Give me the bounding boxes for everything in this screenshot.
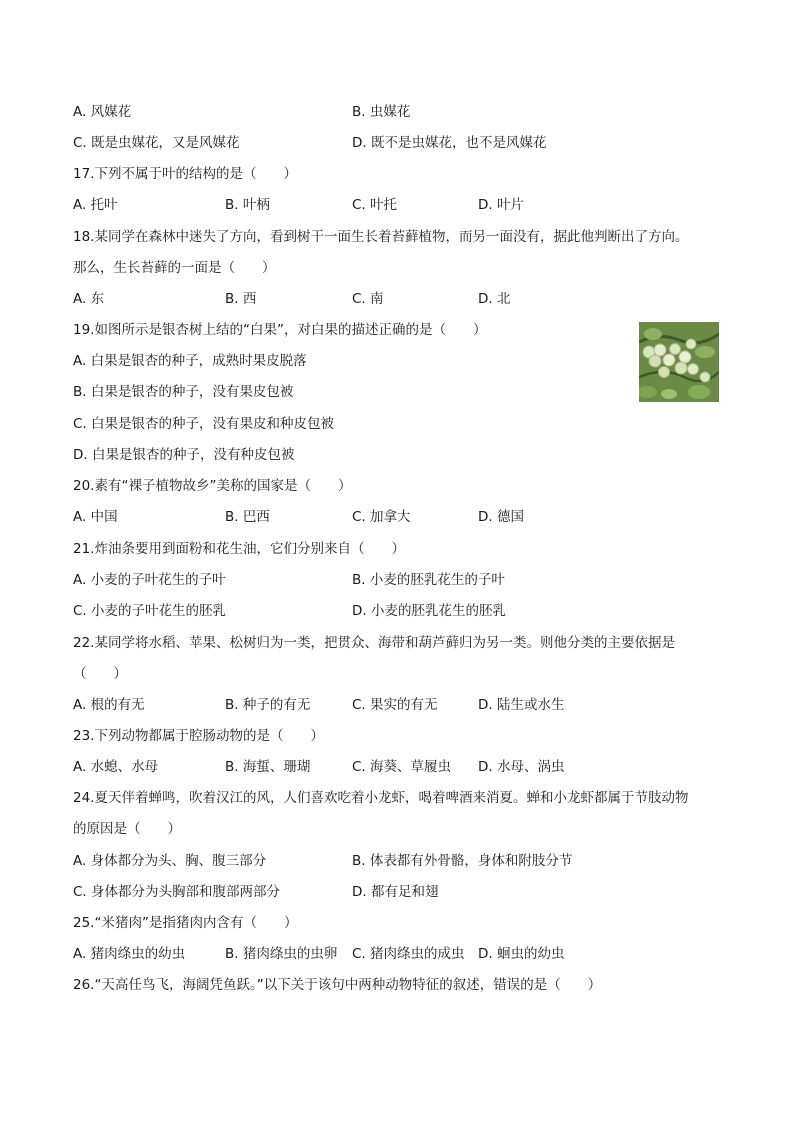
- q19-option-b: B. 白果是银杏的种子，没有果皮包被: [73, 384, 294, 400]
- q18-option-a: A. 东: [73, 291, 105, 307]
- q25-option-a: A. 猪肉绦虫的幼虫: [73, 946, 186, 962]
- q24-option-a: A. 身体都分为头、胸、腹三部分: [73, 853, 267, 869]
- q20-option-c: C. 加拿大: [352, 509, 411, 525]
- q23-stem: 23.下列动物都属于腔肠动物的是（ ）: [73, 728, 324, 744]
- q24-option-b: B. 体表都有外骨骼，身体和附肢分节: [352, 853, 573, 869]
- q25-stem: 25.“米猪肉”是指猪肉内含有（ ）: [73, 915, 298, 931]
- ginkgo-fruit-icon: [639, 322, 719, 402]
- q21-option-c: C. 小麦的子叶花生的胚乳: [73, 603, 227, 619]
- q19-stem: 19.如图所示是银杏树上结的“白果”，对白果的描述正确的是（ ）: [73, 322, 487, 338]
- q24-option-d: D. 都有足和翅: [352, 884, 439, 900]
- q16-option-d: D. 既不是虫媒花，也不是风媒花: [352, 135, 547, 151]
- q16-option-b: B. 虫媒花: [352, 104, 411, 120]
- q17-option-c: C. 叶托: [352, 197, 398, 213]
- q25-option-c: C. 猪肉绦虫的成虫: [352, 946, 465, 962]
- q19-option-a: A. 白果是银杏的种子，成熟时果皮脱落: [73, 353, 307, 369]
- q24-option-c: C. 身体都分为头胸部和腹部两部分: [73, 884, 281, 900]
- q24-stem-line1: 24.夏天伴着蝉鸣，吹着汉江的风，人们喜欢吃着小龙虾，喝着啤酒来消夏。蝉和小龙虾都属于节肢动物: [73, 790, 689, 806]
- q25-option-b: B. 猪肉绦虫的虫卵: [225, 946, 338, 962]
- q17-option-a: A. 托叶: [73, 197, 118, 213]
- q18-stem-line1: 18.某同学在森林中迷失了方向，看到树干一面生长着苔藓植物，而另一面没有，据此他判断出了方向。: [73, 229, 689, 245]
- q22-option-b: B. 种子的有无: [225, 697, 311, 713]
- q21-option-d: D. 小麦的胚乳花生的胚乳: [352, 603, 506, 619]
- q23-option-c: C. 海葵、草履虫: [352, 759, 452, 775]
- q22-stem-line2: （ ）: [73, 666, 127, 682]
- q17-option-d: D. 叶片: [478, 197, 524, 213]
- q21-option-b: B. 小麦的胚乳花生的子叶: [352, 572, 505, 588]
- q21-option-a: A. 小麦的子叶花生的子叶: [73, 572, 226, 588]
- q20-option-a: A. 中国: [73, 509, 118, 525]
- q18-option-c: C. 南: [352, 291, 384, 307]
- q18-option-d: D. 北: [478, 291, 511, 307]
- q16-option-a: A. 风媒花: [73, 104, 132, 120]
- q22-option-c: C. 果实的有无: [352, 697, 438, 713]
- q20-stem: 20.素有“裸子植物故乡”美称的国家是（ ）: [73, 478, 352, 494]
- q22-option-a: A. 根的有无: [73, 697, 145, 713]
- q23-option-b: B. 海蜇、珊瑚: [225, 759, 311, 775]
- q24-stem-line2: 的原因是（ ）: [73, 821, 181, 837]
- q19-option-c: C. 白果是银杏的种子，没有果皮和种皮包被: [73, 416, 335, 432]
- q22-option-d: D. 陆生或水生: [478, 697, 565, 713]
- q26-stem: 26.“天高任鸟飞，海阔凭鱼跃。”以下关于该句中两种动物特征的叙述，错误的是（ ）: [73, 977, 602, 993]
- q18-option-b: B. 西: [225, 291, 257, 307]
- q22-stem-line1: 22.某同学将水稻、苹果、松树归为一类，把贯众、海带和葫芦藓归为另一类。则他分类的主要依据是: [73, 635, 675, 651]
- q20-option-d: D. 德国: [478, 509, 524, 525]
- q21-stem: 21.炸油条要用到面粉和花生油，它们分别来自（ ）: [73, 541, 405, 557]
- q17-stem: 17.下列不属于叶的结构的是（ ）: [73, 166, 297, 182]
- q25-option-d: D. 蛔虫的幼虫: [478, 946, 565, 962]
- q17-option-b: B. 叶柄: [225, 197, 270, 213]
- q19-option-d: D. 白果是银杏的种子，没有种皮包被: [73, 447, 295, 463]
- q23-option-d: D. 水母、涡虫: [478, 759, 565, 775]
- q23-option-a: A. 水螅、水母: [73, 759, 159, 775]
- ginkgo-photo: [639, 322, 719, 402]
- q18-stem-line2: 那么，生长苔藓的一面是（ ）: [73, 260, 276, 276]
- q16-option-c: C. 既是虫媒花，又是风媒花: [73, 135, 240, 151]
- q20-option-b: B. 巴西: [225, 509, 270, 525]
